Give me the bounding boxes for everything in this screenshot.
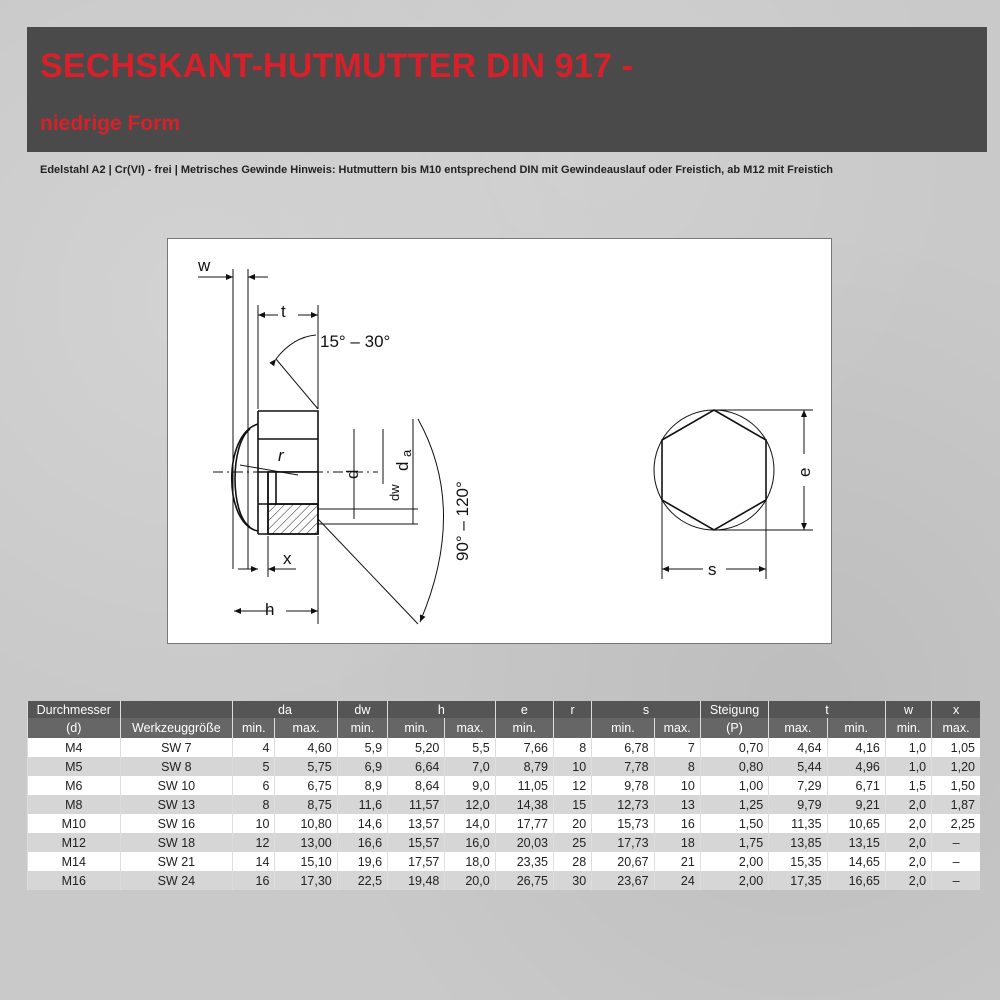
table-cell: 8,75 bbox=[275, 795, 337, 814]
table-cell: 14 bbox=[233, 852, 275, 871]
table-cell: 9,21 bbox=[827, 795, 885, 814]
table-cell: 12,0 bbox=[445, 795, 495, 814]
dim-h bbox=[234, 536, 318, 624]
table-cell: 2,0 bbox=[885, 814, 931, 833]
table-cell: 9,0 bbox=[445, 776, 495, 795]
table-cell: 14,38 bbox=[495, 795, 553, 814]
table-row bbox=[28, 795, 981, 814]
table-header-row-sub bbox=[28, 718, 981, 738]
table-cell: 12 bbox=[233, 833, 275, 852]
th-r: r bbox=[553, 701, 591, 718]
cell-diameter: M16 bbox=[28, 871, 121, 890]
table-cell: 8 bbox=[553, 738, 591, 757]
table-cell: 7,66 bbox=[495, 738, 553, 757]
th-sub-d: (d) bbox=[28, 718, 121, 738]
table-cell: 12 bbox=[553, 776, 591, 795]
table-header-row-top bbox=[28, 701, 981, 718]
table-cell: 1,25 bbox=[700, 795, 768, 814]
table-cell: 5 bbox=[233, 757, 275, 776]
table-cell: 16,65 bbox=[827, 871, 885, 890]
table-row bbox=[28, 833, 981, 852]
table-cell: 0,80 bbox=[700, 757, 768, 776]
table-cell: 2,00 bbox=[700, 852, 768, 871]
table-cell: 4,64 bbox=[769, 738, 827, 757]
th-sub: min. bbox=[592, 718, 654, 738]
cell-tool-size: SW 7 bbox=[120, 738, 233, 757]
table-cell: 22,5 bbox=[337, 871, 387, 890]
th-sub-werkzeug: Werkzeuggröße bbox=[120, 718, 233, 738]
th-dw: dw bbox=[337, 701, 387, 718]
th-sub: max. bbox=[932, 718, 980, 738]
table-cell: 8,79 bbox=[495, 757, 553, 776]
table-row bbox=[28, 738, 981, 757]
table-cell: 5,75 bbox=[275, 757, 337, 776]
table-cell: 17,35 bbox=[769, 871, 827, 890]
table-cell: 7,78 bbox=[592, 757, 654, 776]
table-cell: 10 bbox=[553, 757, 591, 776]
table-cell: 1,0 bbox=[885, 738, 931, 757]
table-cell: 15,57 bbox=[388, 833, 445, 852]
label-s: s bbox=[708, 560, 717, 579]
dim-t bbox=[258, 305, 318, 409]
table-cell: 20,03 bbox=[495, 833, 553, 852]
th-sub: max. bbox=[445, 718, 495, 738]
table-cell: 13,85 bbox=[769, 833, 827, 852]
product-info-line: Edelstahl A2 | Cr(VI) - frei | Metrisches Gewinde Hinweis: Hutmuttern bis M10 entsprechend DIN mit Gewindeauslauf oder Freistich, ab M12 mit Freistich bbox=[40, 164, 834, 176]
table-cell: 2,0 bbox=[885, 852, 931, 871]
table-cell: 1,05 bbox=[932, 738, 980, 757]
cell-diameter: M6 bbox=[28, 776, 121, 795]
table-cell: 10 bbox=[233, 814, 275, 833]
th-s: s bbox=[592, 701, 701, 718]
title-banner bbox=[27, 27, 987, 152]
table-cell: 10,80 bbox=[275, 814, 337, 833]
th-sub: max. bbox=[275, 718, 337, 738]
table-cell: 12,73 bbox=[592, 795, 654, 814]
table-cell: 1,50 bbox=[700, 814, 768, 833]
cell-tool-size: SW 13 bbox=[120, 795, 233, 814]
table-cell: 5,5 bbox=[445, 738, 495, 757]
table-cell: 16,6 bbox=[337, 833, 387, 852]
table-body bbox=[28, 738, 981, 890]
table-cell: 15,10 bbox=[275, 852, 337, 871]
table-cell: 5,44 bbox=[769, 757, 827, 776]
th-t: t bbox=[769, 701, 886, 718]
table-cell: 6,9 bbox=[337, 757, 387, 776]
th-h: h bbox=[388, 701, 496, 718]
label-angle-top: 15° – 30° bbox=[320, 332, 391, 351]
table-cell: 15 bbox=[553, 795, 591, 814]
th-sub: max. bbox=[654, 718, 700, 738]
cell-tool-size: SW 16 bbox=[120, 814, 233, 833]
table-cell: 20,67 bbox=[592, 852, 654, 871]
table-cell: 4 bbox=[233, 738, 275, 757]
table-cell: – bbox=[932, 852, 980, 871]
cell-diameter: M5 bbox=[28, 757, 121, 776]
cell-diameter: M8 bbox=[28, 795, 121, 814]
table-row bbox=[28, 852, 981, 871]
table-cell: 7,0 bbox=[445, 757, 495, 776]
table-cell: 20 bbox=[553, 814, 591, 833]
cell-diameter: M10 bbox=[28, 814, 121, 833]
table-cell: – bbox=[932, 833, 980, 852]
table-cell: 2,00 bbox=[700, 871, 768, 890]
table-cell: 15,35 bbox=[769, 852, 827, 871]
dim-angle-top bbox=[276, 335, 318, 409]
table-row bbox=[28, 776, 981, 795]
table-cell: 5,20 bbox=[388, 738, 445, 757]
th-sub: min. bbox=[337, 718, 387, 738]
table-cell: 20,0 bbox=[445, 871, 495, 890]
label-x: x bbox=[283, 549, 292, 568]
table-cell: 9,79 bbox=[769, 795, 827, 814]
table-cell: 17,77 bbox=[495, 814, 553, 833]
th-sub-p: (P) bbox=[700, 718, 768, 738]
th-sub: min. bbox=[388, 718, 445, 738]
table-cell: – bbox=[932, 871, 980, 890]
table-cell: 23,67 bbox=[592, 871, 654, 890]
table-cell: 13,57 bbox=[388, 814, 445, 833]
cell-tool-size: SW 10 bbox=[120, 776, 233, 795]
label-t: t bbox=[281, 302, 286, 321]
label-r: r bbox=[278, 446, 284, 465]
label-w: w bbox=[198, 256, 211, 275]
table-cell: 24 bbox=[654, 871, 700, 890]
table-cell: 14,0 bbox=[445, 814, 495, 833]
table-row bbox=[28, 814, 981, 833]
hex-front-view bbox=[654, 410, 774, 530]
dimension-table bbox=[27, 701, 980, 890]
th-x: x bbox=[932, 701, 980, 718]
table-cell: 1,00 bbox=[700, 776, 768, 795]
table-cell: 11,57 bbox=[388, 795, 445, 814]
table-cell: 8 bbox=[233, 795, 275, 814]
table-row bbox=[28, 757, 981, 776]
table-cell: 14,65 bbox=[827, 852, 885, 871]
table-cell: 11,6 bbox=[337, 795, 387, 814]
table-cell: 13,15 bbox=[827, 833, 885, 852]
label-da-sub: a bbox=[399, 449, 414, 457]
table-cell: 4,60 bbox=[275, 738, 337, 757]
table-cell: 28 bbox=[553, 852, 591, 871]
th-sub: min. bbox=[885, 718, 931, 738]
th-blank bbox=[120, 701, 233, 718]
table-cell: 4,96 bbox=[827, 757, 885, 776]
table-cell: 2,0 bbox=[885, 833, 931, 852]
cell-diameter: M14 bbox=[28, 852, 121, 871]
table-cell: 0,70 bbox=[700, 738, 768, 757]
table-cell: 16 bbox=[654, 814, 700, 833]
page-title: SECHSKANT-HUTMUTTER DIN 917 - bbox=[40, 47, 634, 85]
table-cell: 1,87 bbox=[932, 795, 980, 814]
drawing-svg bbox=[168, 239, 833, 645]
table-cell: 6 bbox=[233, 776, 275, 795]
table-cell: 13 bbox=[654, 795, 700, 814]
th-steigung: Steigung bbox=[700, 701, 768, 718]
dim-angle-side bbox=[318, 419, 444, 624]
th-durchmesser: Durchmesser bbox=[28, 701, 121, 718]
table-cell: 8,64 bbox=[388, 776, 445, 795]
table-cell: 6,78 bbox=[592, 738, 654, 757]
table-cell: 6,64 bbox=[388, 757, 445, 776]
table-cell: 10 bbox=[654, 776, 700, 795]
page-subtitle: niedrige Form bbox=[40, 112, 181, 135]
table-cell: 1,0 bbox=[885, 757, 931, 776]
th-sub: max. bbox=[769, 718, 827, 738]
th-e: e bbox=[495, 701, 553, 718]
label-d: d bbox=[343, 469, 362, 479]
technical-drawing bbox=[167, 238, 832, 644]
table-cell: 18 bbox=[654, 833, 700, 852]
cell-diameter: M4 bbox=[28, 738, 121, 757]
table-cell: 17,73 bbox=[592, 833, 654, 852]
table-cell: 4,16 bbox=[827, 738, 885, 757]
table-cell: 2,25 bbox=[932, 814, 980, 833]
table-cell: 1,75 bbox=[700, 833, 768, 852]
label-dw: dw bbox=[387, 484, 402, 501]
cell-diameter: M12 bbox=[28, 833, 121, 852]
table-cell: 17,30 bbox=[275, 871, 337, 890]
table-cell: 23,35 bbox=[495, 852, 553, 871]
table-cell: 8,9 bbox=[337, 776, 387, 795]
table-cell: 10,65 bbox=[827, 814, 885, 833]
th-w: w bbox=[885, 701, 931, 718]
table-cell: 18,0 bbox=[445, 852, 495, 871]
table-cell: 26,75 bbox=[495, 871, 553, 890]
label-e: e bbox=[795, 467, 814, 477]
table-cell: 7,29 bbox=[769, 776, 827, 795]
table-cell: 2,0 bbox=[885, 871, 931, 890]
table-cell: 17,57 bbox=[388, 852, 445, 871]
table-cell: 19,6 bbox=[337, 852, 387, 871]
cell-tool-size: SW 8 bbox=[120, 757, 233, 776]
table-cell: 30 bbox=[553, 871, 591, 890]
table-cell: 5,9 bbox=[337, 738, 387, 757]
table-cell: 8 bbox=[654, 757, 700, 776]
table-cell: 16 bbox=[233, 871, 275, 890]
table-cell: 9,78 bbox=[592, 776, 654, 795]
table-cell: 6,75 bbox=[275, 776, 337, 795]
table-cell: 13,00 bbox=[275, 833, 337, 852]
cell-tool-size: SW 24 bbox=[120, 871, 233, 890]
table-cell: 2,0 bbox=[885, 795, 931, 814]
th-sub: min. bbox=[233, 718, 275, 738]
table-cell: 25 bbox=[553, 833, 591, 852]
label-angle-side: 90° – 120° bbox=[453, 481, 472, 561]
th-da: da bbox=[233, 701, 338, 718]
table-cell: 7 bbox=[654, 738, 700, 757]
label-h: h bbox=[265, 600, 275, 619]
th-sub: min. bbox=[495, 718, 553, 738]
table-cell: 14,6 bbox=[337, 814, 387, 833]
cell-tool-size: SW 21 bbox=[120, 852, 233, 871]
table-cell: 19,48 bbox=[388, 871, 445, 890]
th-sub: min. bbox=[827, 718, 885, 738]
table-cell: 11,05 bbox=[495, 776, 553, 795]
th-sub bbox=[553, 718, 591, 738]
table-cell: 6,71 bbox=[827, 776, 885, 795]
table-cell: 21 bbox=[654, 852, 700, 871]
table-cell: 16,0 bbox=[445, 833, 495, 852]
table-cell: 1,20 bbox=[932, 757, 980, 776]
table-cell: 11,35 bbox=[769, 814, 827, 833]
cell-tool-size: SW 18 bbox=[120, 833, 233, 852]
label-da: d bbox=[393, 461, 412, 471]
table-cell: 1,5 bbox=[885, 776, 931, 795]
table-cell: 1,50 bbox=[932, 776, 980, 795]
table-cell: 15,73 bbox=[592, 814, 654, 833]
table-row bbox=[28, 871, 981, 890]
